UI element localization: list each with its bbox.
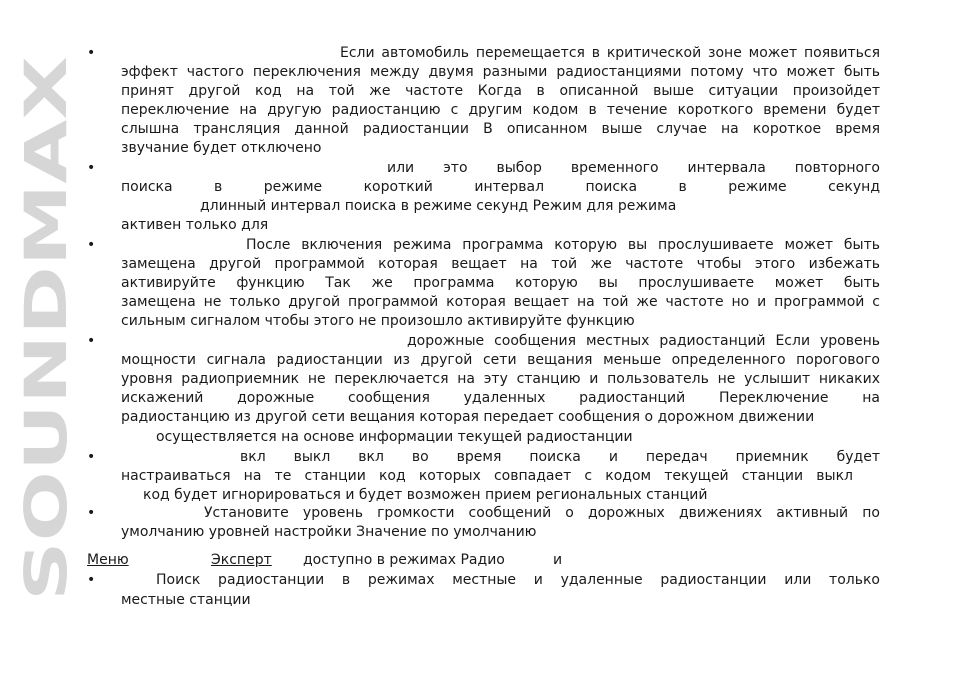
paragraph-line: местные станции xyxy=(121,592,251,608)
paragraph-line: умолчанию уровней настройки Значение по умолчанию xyxy=(121,524,537,540)
paragraph-line: вкл выкл вкл во время поиска и передач приемник будет xyxy=(240,449,880,465)
paragraph-line: замещена другой программой которая вещает на той же частоте чтобы этого избежать xyxy=(121,256,880,272)
brand-logo-text: SOUNDMAX xyxy=(12,218,80,601)
paragraph-line: активен только для xyxy=(121,217,269,233)
paragraph-line: поиска в режиме короткий интервал поиска в режиме секунд xyxy=(121,179,880,195)
paragraph-line: принят другой код на той же частоте Когда в описанной выше ситуации произойдет xyxy=(121,83,880,99)
menu-availability-text: доступно в режимах Радио xyxy=(303,552,505,568)
paragraph-line: эффект частого переключения между двумя разными радиостанциями потому что может быть xyxy=(121,64,880,80)
paragraph-line: радиостанцию из другой сети вещания которая передает сообщения о дорожном движении xyxy=(121,409,815,425)
paragraph-line: уровня радиоприемник не переключается на эту станцию и пользователь не услышит никаких xyxy=(121,371,880,387)
paragraph-line: настраиваться на те станции код которых совпадает с кодом текущей станции выкл xyxy=(121,468,853,484)
paragraph-line: звучание будет отключено xyxy=(121,140,322,156)
bullet-marker: • xyxy=(87,45,96,61)
paragraph-line: активируйте функцию Так же программа которую вы прослушиваете может быть xyxy=(121,275,880,291)
paragraph-line: замещена не только другой программой которая вещает на той же частоте но и программой с xyxy=(121,294,880,310)
bullet-marker: • xyxy=(87,237,96,253)
paragraph-line: слышна трансляция данной радиостанции В описанном выше случае на короткое время xyxy=(121,121,880,137)
paragraph-line: Установите уровень громкости сообщений о дорожных движениях активный по xyxy=(204,505,880,521)
bullet-marker: • xyxy=(87,333,96,349)
paragraph-line: Если автомобиль перемещается в критической зоне может появиться xyxy=(340,45,880,61)
paragraph-line: осуществляется на основе информации текущей радиостанции xyxy=(156,429,633,445)
bullet-marker: • xyxy=(87,160,96,176)
bullet-marker: • xyxy=(87,449,96,465)
paragraph-line: или это выбор временного интервала повторного xyxy=(387,160,880,176)
paragraph-line: код будет игнорироваться и будет возможен прием региональных станций xyxy=(143,487,708,503)
paragraph-line: переключение на другую радиостанцию с другим кодом в течение короткого времени будет xyxy=(121,102,880,118)
paragraph-line: После включения режима программа которую вы прослушиваете может быть xyxy=(246,237,880,253)
paragraph-line: мощности сигнала радиостанции из другой сети вещания меньше определенного порогового xyxy=(121,352,880,368)
paragraph-line: длинный интервал поиска в режиме секунд Режим для режима xyxy=(200,198,677,214)
expert-label: Эксперт xyxy=(211,552,272,568)
menu-label: Меню xyxy=(87,552,129,568)
paragraph-line: дорожные сообщения местных радиостанций Если уровень xyxy=(407,333,880,349)
bullet-marker: • xyxy=(87,572,96,588)
paragraph-line: искажений дорожные сообщения удаленных радиостанций Переключение на xyxy=(121,390,880,406)
bullet-marker: • xyxy=(87,505,96,521)
paragraph-line: сильным сигналом чтобы этого не произошло активируйте функцию xyxy=(121,313,635,329)
menu-conjunction: и xyxy=(553,552,563,568)
paragraph-line: Поиск радиостанции в режимах местные и удаленные радиостанции или только xyxy=(156,572,880,588)
